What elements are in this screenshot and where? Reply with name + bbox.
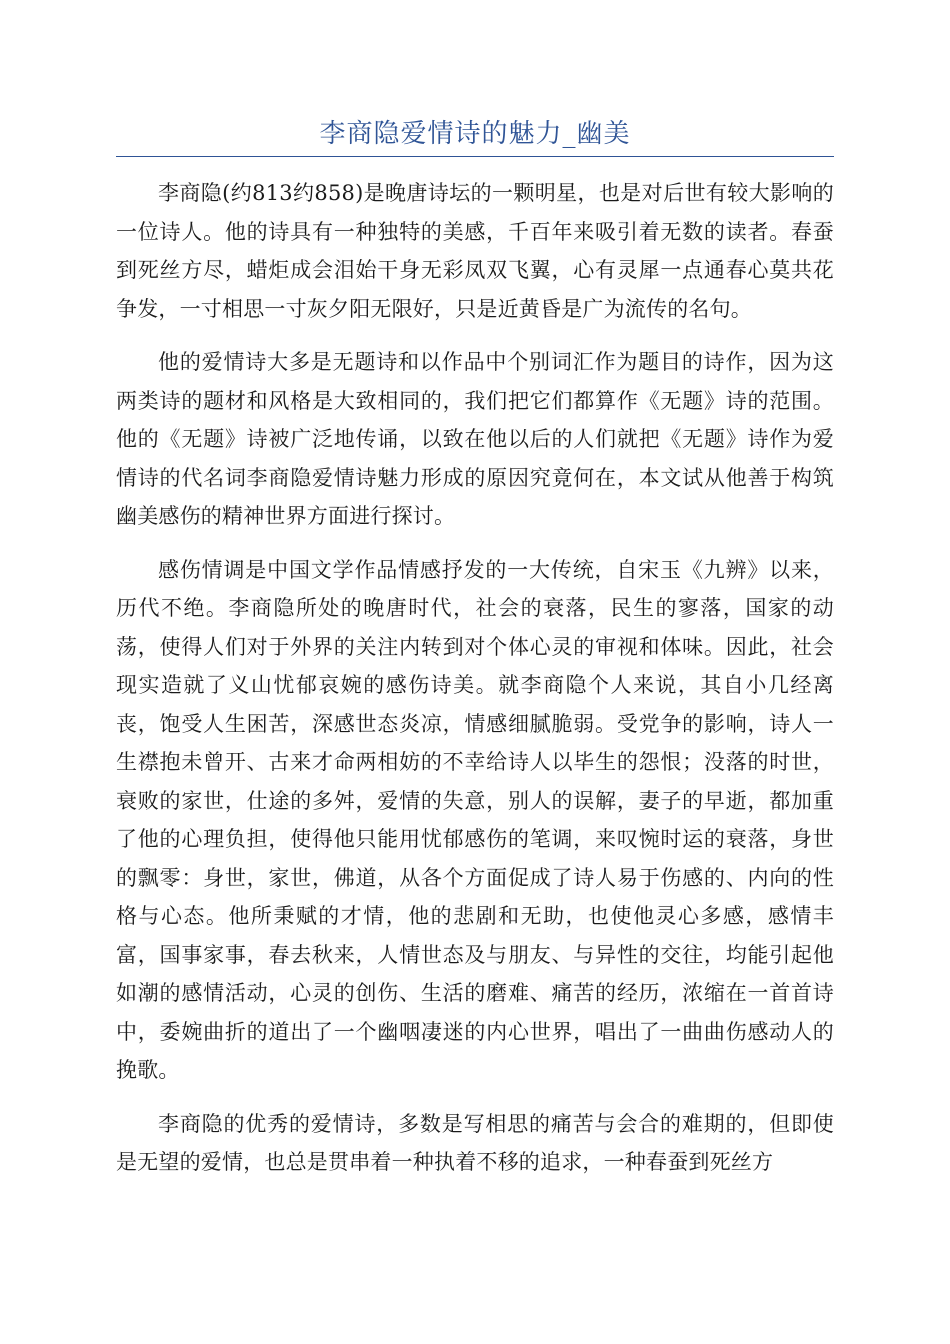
document-title: 李商隐爱情诗的魅力_幽美 bbox=[319, 119, 631, 149]
paragraph-4: 李商隐的优秀的爱情诗，多数是写相思的痛苦与会合的难期的，但即使是无望的爱情，也总是贯串着一种执着不移的追求，一种春蚕到死丝方 bbox=[116, 1111, 834, 1174]
paragraph-3: 感伤情调是中国文学作品情感抒发的一大传统，自宋玉《九辨》以来，历代不绝。李商隐所处的晚唐时代，社会的衰落，民生的寥落，国家的动荡，使得人们对于外界的关注内转到对个体心灵的审视和体味。因此，社会现实造就了义山忧郁哀婉的感伤诗美。就李商隐个人来说，其自小几经离丧，饱受人生困苦，深感世态炎凉，情感细腻脆弱。受党争的影响，诗人一生襟抱未曾开、古来才命两相妨的不幸给诗人以毕生的怨恨；没落的时世，衰败的家世，仕途的多舛，爱情的失意，别人的误解，妻子的早逝，都加重了他的心理负担，使得他只能用忧郁感伤的笔调，来叹惋时运的衰落，身世的飘零：身世，家世，佛道，从各个方面促成了诗人易于伤感的、内向的性格与心态。他所秉赋的才情，他的悲剧和无助，也使他灵心多感，感情丰富，国事家事，春去秋来，人情世态及与朋友、与异性的交往，均能引起他如潮的感情活动，心灵的创伤、生活的磨难、痛苦的经历，浓缩在一首首诗中，委婉曲折的道出了一个幽咽凄迷的内心世界，唱出了一曲曲伤感动人的挽歌。 bbox=[116, 557, 834, 1082]
paragraph-2: 他的爱情诗大多是无题诗和以作品中个别词汇作为题目的诗作，因为这两类诗的题材和风格是大致相同的，我们把它们都算作《无题》诗的范围。他的《无题》诗被广泛地传诵，以致在他以后的人们就把《无题》诗作为爱情诗的代名词李商隐爱情诗魅力形成的原因究竟何在，本文试从他善于构筑幽美感伤的精神世界方面进行探讨。 bbox=[116, 350, 834, 528]
document-body bbox=[116, 174, 834, 1197]
paragraph-1: 李商隐(约813约858)是晚唐诗坛的一颗明星，也是对后世有较大影响的一位诗人。他的诗具有一种独特的美感，千百年来吸引着无数的读者。春蚕到死丝方尽，蜡炬成会泪始干身无彩凤双飞翼，心有灵犀一点通春心莫共花争发，一寸相思一寸灰夕阳无限好，只是近黄昏是广为流传的名句。 bbox=[116, 181, 834, 321]
title-block bbox=[116, 112, 834, 157]
